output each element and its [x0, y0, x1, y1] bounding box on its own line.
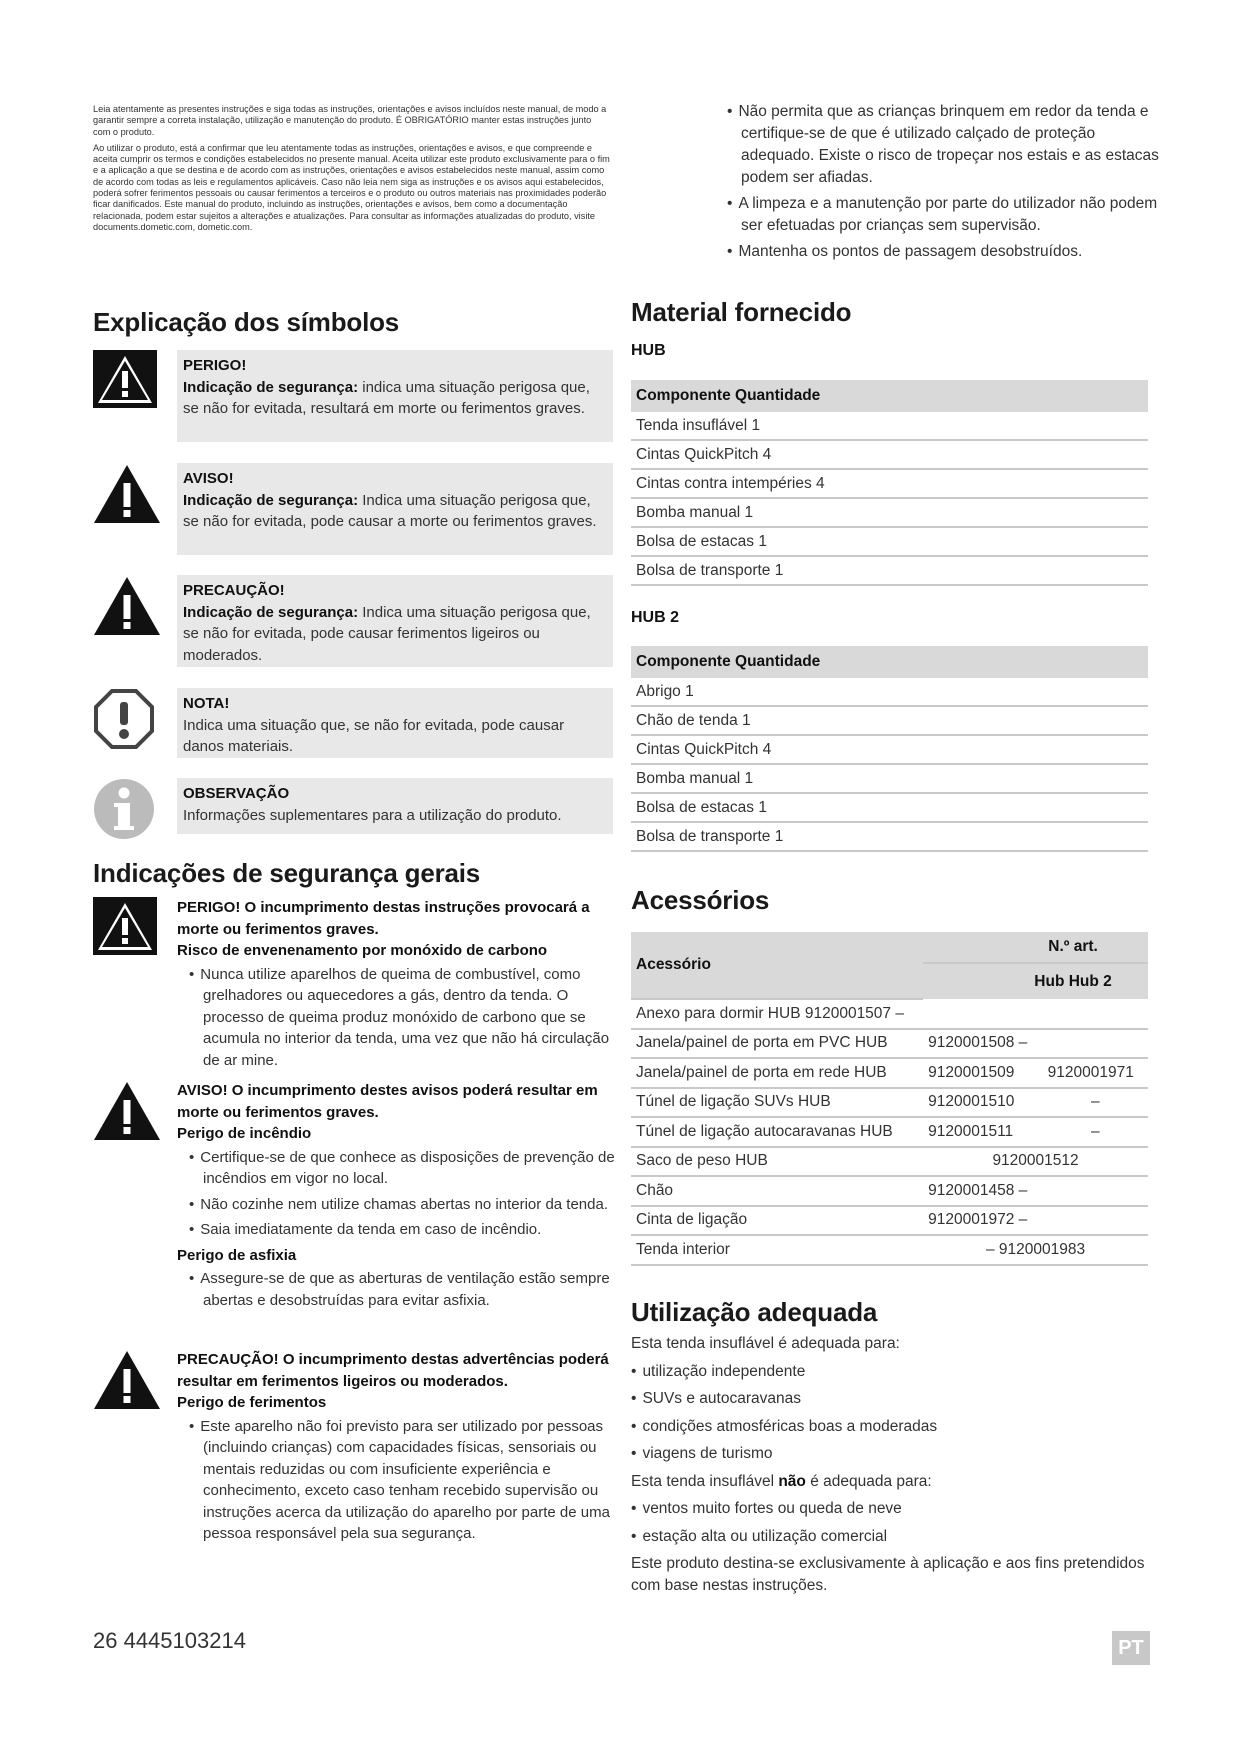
hub2-label: HUB 2 — [631, 609, 680, 626]
warning-icon — [93, 1080, 157, 1142]
caution-icon — [93, 575, 157, 637]
safety-heading: Indicações de segurança gerais — [93, 858, 481, 888]
note-icon — [93, 688, 157, 750]
symbol-warning-lead: Indicação de segurança: — [183, 491, 359, 509]
table-row: Bolsa de estacas 1 — [631, 527, 1148, 556]
safety-caution-sub: Perigo de ferimentos — [177, 1394, 327, 1411]
use-unsuitable-item: • estação alta ou utilização comercial — [631, 1526, 1161, 1548]
table-row: Janela/painel de porta em PVC HUB 9120001508 – — [631, 1029, 1148, 1059]
safety-danger-sub: Risco de envenenamento por monóxido de carbono — [177, 942, 548, 959]
hub2-table — [631, 646, 1148, 852]
hub-label: HUB — [631, 342, 666, 359]
table-row: Cintas contra intempéries 4 — [631, 469, 1148, 498]
table-row: Chão 9120001458 – — [631, 1176, 1148, 1206]
use-section — [631, 1333, 1161, 1602]
symbol-danger-text: indica uma situação perigosa que, se não for evitada, resultará em morte ou ferimentos graves. — [183, 378, 590, 417]
symbol-caution-lead: Indicação de segurança: — [183, 603, 359, 621]
table-row: Saco de peso HUB 9120001512 — [631, 1147, 1148, 1177]
safety-danger-title: PERIGO! O incumprimento destas instruções provocará a morte ou ferimentos graves. — [177, 899, 590, 938]
symbol-danger-lead: Indicação de segurança: — [183, 378, 359, 396]
use-unsuitable-item: • ventos muito fortes ou queda de neve — [631, 1498, 1161, 1520]
intro-text — [93, 104, 611, 238]
use-suitable-item: • viagens de turismo — [631, 1443, 1161, 1465]
safety-warning-bullet: • Assegure-se de que as aberturas de ventilação estão sempre abertas e desobstruídas para evitar asfixia. — [177, 1268, 617, 1311]
danger-icon — [93, 350, 157, 412]
table-row: Túnel de ligação SUVs HUB 9120001510 – — [631, 1088, 1148, 1118]
acc-col-accessory: Acessório — [631, 932, 923, 999]
symbol-note-title: NOTA! — [183, 695, 230, 712]
symbols-heading: Explicação dos símbolos — [93, 307, 400, 337]
table-row: Túnel de ligação autocaravanas HUB 9120001511 – — [631, 1117, 1148, 1147]
use-intro: Esta tenda insuflável é adequada para: — [631, 1335, 900, 1352]
table-header — [631, 932, 1148, 963]
symbol-danger — [93, 350, 613, 442]
acc-col-hubs: Hub Hub 2 — [1034, 972, 1112, 990]
page-number: 26 4445103214 — [93, 1628, 246, 1653]
use-not-intro: Esta tenda insuflável não é adequada para: — [631, 1472, 932, 1490]
warning-icon — [93, 463, 157, 525]
safety-warning-title: AVISO! O incumprimento destes avisos poderá resultar em morte ou ferimentos graves. — [177, 1082, 598, 1121]
right-bullet: • Não permita que as crianças brinquem em redor da tenda e certifique-se de que é utilizado calçado de proteção adequado. Existe o risco de tropeçar nos estais e as estacas podem ser afiadas. — [715, 101, 1160, 189]
table-row: Cintas QuickPitch 4 — [631, 735, 1148, 764]
table-row: Bolsa de transporte 1 — [631, 556, 1148, 585]
symbol-caution-title: PRECAUÇÃO! — [183, 582, 285, 599]
table-header — [631, 380, 1148, 412]
symbol-warning-title: AVISO! — [183, 470, 234, 487]
table-row: Cinta de ligação 9120001972 – — [631, 1206, 1148, 1236]
table-row: Janela/painel de porta em rede HUB 9120001509 9120001971 — [631, 1058, 1148, 1088]
danger-icon — [93, 897, 157, 959]
intro-paragraph-2: Ao utilizar o produto, está a confirmar que leu atentamente todas as instruções, orientações e avisos, e que compreende e aceita cumprir os termos e condições estabelecidos no presente manual. Aceita utilizar este produto exclusivamente para o fim e a aplicação a que se destina e de acordo com as instruções, orientações e avisos estabelecidos neste manual, assim como de acordo com todas as leis e regulamentos aplicáveis. Caso não leia nem siga as instruções e os avisos aqui estabelecidos, poderá sofrer ferimentos pessoais ou causar ferimentos a terceiros e o produto ou outros materiais nas proximidades poderão ficar danificados. Este manual do produto, incluindo as instruções, orientações e avisos, bem como a documentação relacionada, podem estar sujeitos a alterações e atualizações. Para consultar as informações atualizadas do produto, visite documents.dometic.com, dometic.com. — [93, 142, 610, 232]
table-row: Tenda interior – 9120001983 — [631, 1235, 1148, 1265]
acc-col-art: N.º art. — [923, 932, 1148, 963]
material-heading: Material fornecido — [631, 297, 852, 327]
table-row: Abrigo 1 — [631, 678, 1148, 706]
safety-warning-sub2: Perigo de asfixia — [177, 1246, 297, 1264]
symbol-note — [93, 688, 613, 758]
symbol-warning — [93, 463, 613, 555]
symbol-warning-text: Indica uma situação perigosa que, se não for evitada, pode causar a morte ou ferimentos graves. — [183, 491, 597, 530]
table-row: Tenda insuflável 1 — [631, 412, 1148, 440]
table-row: Bolsa de estacas 1 — [631, 793, 1148, 822]
use-heading: Utilização adequada — [631, 1297, 878, 1327]
safety-danger-bullet: • Nunca utilize aparelhos de queima de combustível, como grelhadores ou aquecedores a gás, dentro da tenda. O processo de queima produz monóxido de carbono que se acumula no interior da tenda, uma vez que não há circulação de ar mine. — [177, 964, 617, 1072]
symbol-info-text: Informações suplementares para a utilização do produto. — [183, 806, 562, 824]
symbol-danger-title: PERIGO! — [183, 357, 247, 374]
symbol-info — [93, 778, 613, 834]
safety-warning-sub1: Perigo de incêndio — [177, 1125, 312, 1142]
safety-warning-bullet: • Saia imediatamente da tenda em caso de incêndio. — [177, 1219, 617, 1241]
use-closing: Este produto destina-se exclusivamente à aplicação e aos fins pretendidos com base nestas instruções. — [631, 1555, 1145, 1594]
table-row: Bomba manual 1 — [631, 498, 1148, 527]
symbol-note-text: Indica uma situação que, se não for evitada, pode causar danos materiais. — [183, 716, 565, 755]
right-bullets — [715, 101, 1160, 267]
hub-table-header: Componente Quantidade — [631, 380, 1148, 412]
hub2-table-header: Componente Quantidade — [631, 646, 1148, 678]
table-row: Cintas QuickPitch 4 — [631, 440, 1148, 469]
language-badge: PT — [1112, 1631, 1150, 1665]
info-icon — [93, 778, 157, 840]
symbol-caution-text: Indica uma situação perigosa que, se não for evitada, pode causar ferimentos ligeiros ou moderados. — [183, 603, 591, 664]
right-bullet: • Mantenha os pontos de passagem desobstruídos. — [715, 241, 1160, 263]
safety-caution-title: PRECAUÇÃO! O incumprimento destas advertências poderá resultar em ferimentos ligeiros ou moderados. — [177, 1351, 609, 1390]
use-suitable-item: • SUVs e autocaravanas — [631, 1388, 1161, 1410]
use-suitable-item: • utilização independente — [631, 1361, 1161, 1383]
use-suitable-item: • condições atmosféricas boas a moderadas — [631, 1416, 1161, 1438]
accessories-heading: Acessórios — [631, 885, 770, 915]
accessories-table — [631, 932, 1148, 1266]
safety-caution-bullet: • Este aparelho não foi previsto para ser utilizado por pessoas (incluindo crianças) com capacidades físicas, sensoriais ou mentais reduzidas ou com insuficiente experiência e conhecimento, exceto caso tenham recebido supervisão ou instruções acerca da utilização do aparelho por parte de uma pessoa responsável pela sua segurança. — [177, 1416, 617, 1545]
intro-paragraph-1: Leia atentamente as presentes instruções e siga todas as instruções, orientações e avisos incluídos neste manual, de modo a garantir sempre a correta instalação, utilização e manutenção do produto. É OBRIGATÓRIO manter estas instruções junto com o produto. — [93, 104, 607, 137]
table-row: Bolsa de transporte 1 — [631, 822, 1148, 851]
symbol-info-title: OBSERVAÇÃO — [183, 785, 290, 802]
caution-icon — [93, 1349, 157, 1411]
safety-warning-bullet: • Não cozinhe nem utilize chamas abertas no interior da tenda. — [177, 1194, 617, 1216]
table-row: Chão de tenda 1 — [631, 706, 1148, 735]
hub-table — [631, 380, 1148, 586]
table-header — [631, 646, 1148, 678]
table-row: Anexo para dormir HUB 9120001507 – — [631, 999, 1148, 1029]
safety-warning-bullet: • Certifique-se de que conhece as disposições de prevenção de incêndios em vigor no local. — [177, 1147, 617, 1190]
table-row: Bomba manual 1 — [631, 764, 1148, 793]
right-bullet: • A limpeza e a manutenção por parte do utilizador não podem ser efetuadas por crianças sem supervisão. — [715, 193, 1160, 237]
symbol-caution — [93, 575, 613, 667]
